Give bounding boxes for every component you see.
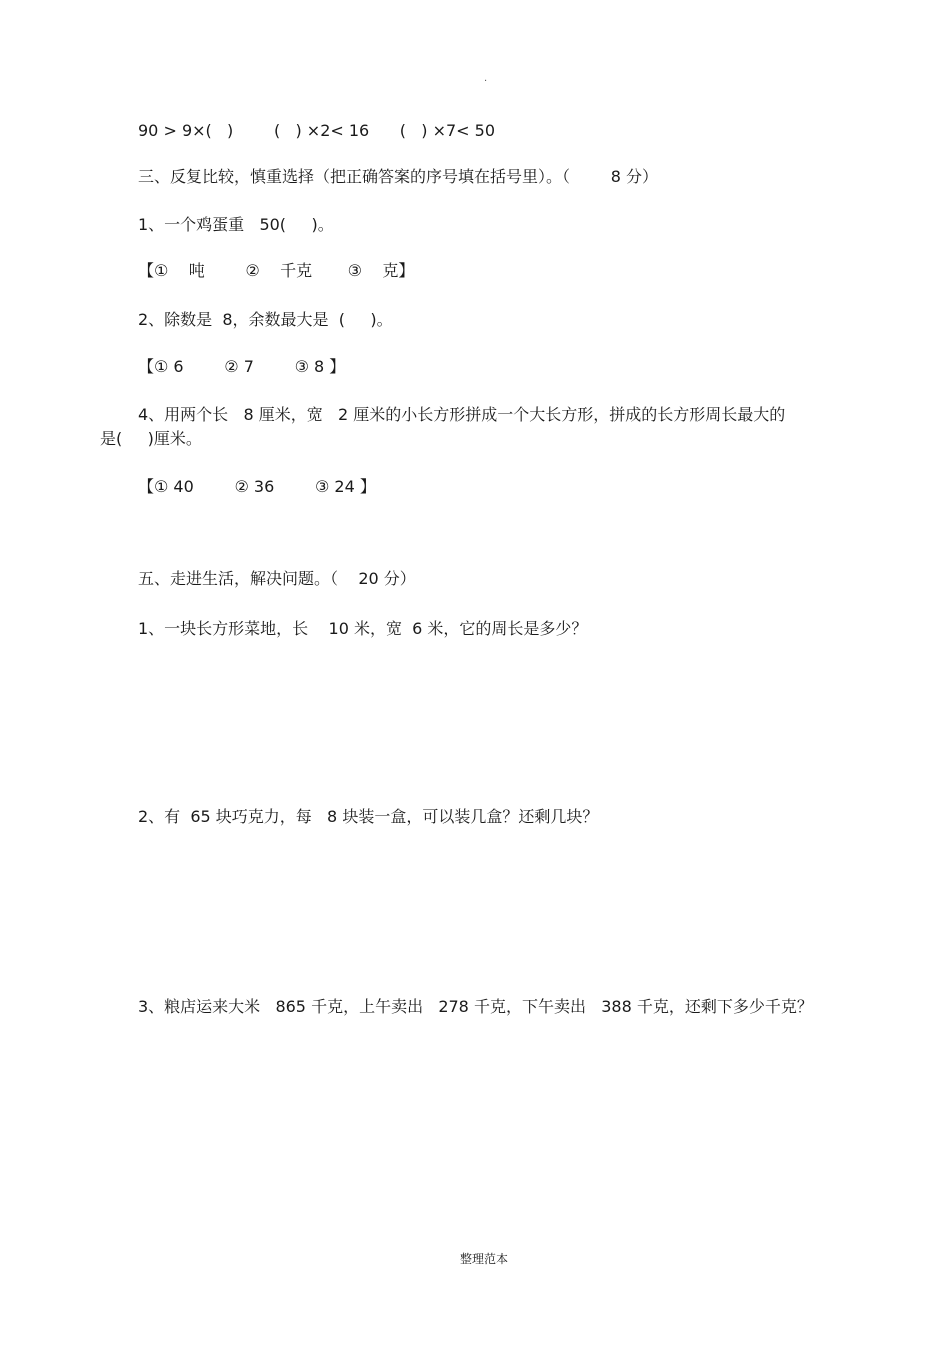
- question-4-line-2: 是( )厘米。: [100, 429, 202, 448]
- question-2-options: 【① 6 ② 7 ③ 8 】: [138, 357, 346, 376]
- section-3-title: 三、反复比较，慎重选择（把正确答案的序号填在括号里）。（ 8 分）: [138, 167, 658, 186]
- inequality-line: 90 > 9×( ) ( ) ×2< 16 ( ) ×7< 50: [138, 121, 495, 140]
- question-4-line-1: 4、用两个长 8 厘米，宽 2 厘米的小长方形拼成一个大长方形，拼成的长方形周长最大的: [138, 405, 786, 424]
- problem-2: 2、有 65 块巧克力，每 8 块装一盒，可以装几盒？还剩几块？: [138, 807, 599, 826]
- problem-1: 1、一块长方形菜地，长 10 米，宽 6 米，它的周长是多少？: [138, 619, 588, 638]
- section-5-title: 五、走进生活，解决问题。（ 20 分）: [138, 569, 416, 588]
- page-footer: 整理范本: [460, 1252, 509, 1266]
- question-1-options: 【① 吨 ② 千克 ③ 克】: [138, 261, 415, 280]
- question-4-options: 【① 40 ② 36 ③ 24 】: [138, 477, 376, 496]
- problem-3: 3、粮店运来大米 865 千克，上午卖出 278 千克，下午卖出 388 千克，还剩下多少千克？: [138, 997, 813, 1016]
- header-dot: .: [484, 73, 488, 84]
- question-1: 1、一个鸡蛋重 50( )。: [138, 215, 334, 234]
- question-2: 2、除数是 8，余数最大是 ( )。: [138, 310, 393, 329]
